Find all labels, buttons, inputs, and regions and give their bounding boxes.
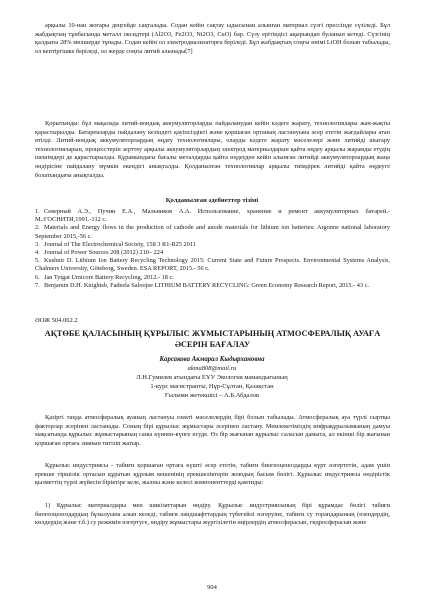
reference-item: 1. Северный А.Э., Пучин Е.А., Мальников А.А. Использование, хранение и ремонт аккумуляторных батарей.-М.:ГОСНИТИ,1991.-112 с. (35, 208, 390, 224)
udc-code: ӘОЖ 504.062.2 (35, 317, 78, 324)
reference-item: 2. Materials and Energy flows in the production of cathode and anode materials for lithium ion batteries: Argonne national laboratory September 2015,-56 с. (35, 224, 390, 240)
article-title: АҚТӨБЕ ҚАЛАСЫНЫҢ ҚҰРЫЛЫС ЖҰМЫСТАРЫНЫҢ АТМОСФЕРАЛЫҚ АУАҒА ӘСЕРІН БАҒАЛАУ (44, 329, 381, 349)
author-affiliation: Л.Н.Гумилев атындағы ЕҰУ Экология мамандығының (136, 374, 288, 381)
references-list (35, 208, 390, 290)
author-course: 1-курс магистранты, Нұр-Сұлтан, Қазақстан (150, 383, 274, 390)
references-heading: Қолданылған әдебиеттер тізімі (165, 197, 259, 204)
reference-item: 4. Journal of Power Sources 208 (2012) 210– 224 (35, 249, 164, 257)
reference-item: 3. Journal of The Electrochemical Society, 158 3 R1-R25 2011 (35, 240, 196, 248)
author-block (0, 355, 424, 400)
body-paragraph-bottom-2: Құрылыс индустриясы - табиғи қоршаған ортаға күшті әсер ететін, табиғи биогеоценоздарды күрт өзгертетін, адам үшін ерекше тіршілік ортасын құратын құрлым кешенінің ерекшеліктерін жоюдың басым бөлігі. Құрылыс индустриясы өндірістік қызметтің түрлі жүйесін біріктіре келе, жалпы және келесі компоненттерді қамтиды: (35, 462, 390, 487)
supervisor: Ғылыми жетекшісі – А.Б.Абдалов (164, 392, 260, 399)
body-paragraph-top-2: Қорытынды: бұл мақалада литий-иондық аккумуляторларды пайдаланудан кейін кәдеге жарату, технологиялары жан-жақты қарастырылды. Батареяларды пайдалану кезіндегі қауіпсіздікті және қоршаған ортаның ластануына әсер ететін жағдайлары атап өтілді. Литий-иондық аккумуляторлардың өңдеу технологиялары, оларды кәдеге жарату мәселелері және литийді шығару технологияларын, процесстерін зерттеу арқылы аккумуляторлардың электрод материалдарын қайта өңдеу арқылы жарамды етудің шешімдері де қарастырылды. Құрамындағы бағалы металдарды қайта өңдеуден кейін алынған литийді аккумуляторлардың жаңа өндірісіне пайдалану мүмкін екендігі анықталды. Қолданылған технологиялар арқылы тиімдірек литийді қайта өңдеуге болатындығы анықталды. (35, 120, 390, 179)
body-paragraph-bottom-1: Қазіргі таңда атмосфералық ауаның ластануы езекті мәселелердің бірі болып табылады. Атмосфералық ауа түрлі сыртқы факторлар әсерінен ластанады. Соның бірі құрылыс жұмыстары әсерінен ластану. Мемлекетіміздің инфрақұрылымының дамуы мақсатында құрылыс жұмыстарының саны күннен-күнге өсуде. Өз бір жағынан құрылыс саласын дамыта, ал екінші бір жағынан қоршаған ортаға зиянын тигізіп жатыр. (35, 414, 390, 447)
page-number: 904 (207, 584, 217, 591)
author-email: akma808@mail.ru (187, 365, 237, 372)
author-name: Карсакова Акмарал Кыдырхановна (159, 356, 265, 363)
reference-item: 6. Jan Tytgat Umicore Battery Recycling, 2012.- 18 с. (35, 273, 174, 281)
body-paragraph-top-1: арқылы 10-нан жоғары деңгейде сақталады. Содан кейін сақтау ыдысынан алынған материал сүзгі прессінде сүзіледі. Бұл жабдықтың тұнбасында металл оксидтері (Al2O3, Fe2O3, Ni2O3, CuO) бар. Сүзу ерітіндісі ақырындап буланып кетеді. Сүзгінің қалдығы 28% мөлшерде тұнады. Содан кейін ол электродиализаторға беріледі. Бұл жабдықтың соңғы өнімі LiOH болып табылады, ол кептіргішке беріледі, ол жерде соңғы литий алынады[7] (35, 22, 390, 55)
reference-item: 5. Kushnir D. Lithium Ion Battery Recycling Technology 2015: Current State and Future Prospects. Environmental Systems Analysis, Chalmers University, Göteborg, Sweden. ESA REPORT, 2015.- 56 с. (35, 257, 390, 273)
body-paragraph-bottom-3: 1) Құрылыс материалдары мен шикізаттарын өндіру. Құрылыс индустриясының бірі құрамдас бөлігі табиғи биогеоценоздардың бұзылуына алып келеді, табиғи ландшафттардың түбегейлі өзгеруіне, табиғи су торапдарының (өзендердің, көлдердің және т.б.) су режимін өзгертуге, өндіру жұмыстары жүргізілетін өңірлердің атмосферасын, гидросферасын және (35, 502, 390, 527)
reference-item: 7. Benjamin D.H. Knightsb, Fadeela Saloojee LITHIUM BATTERY RECYCLING: Green Economy Research Report, 2015.- 43 с. (35, 281, 370, 289)
